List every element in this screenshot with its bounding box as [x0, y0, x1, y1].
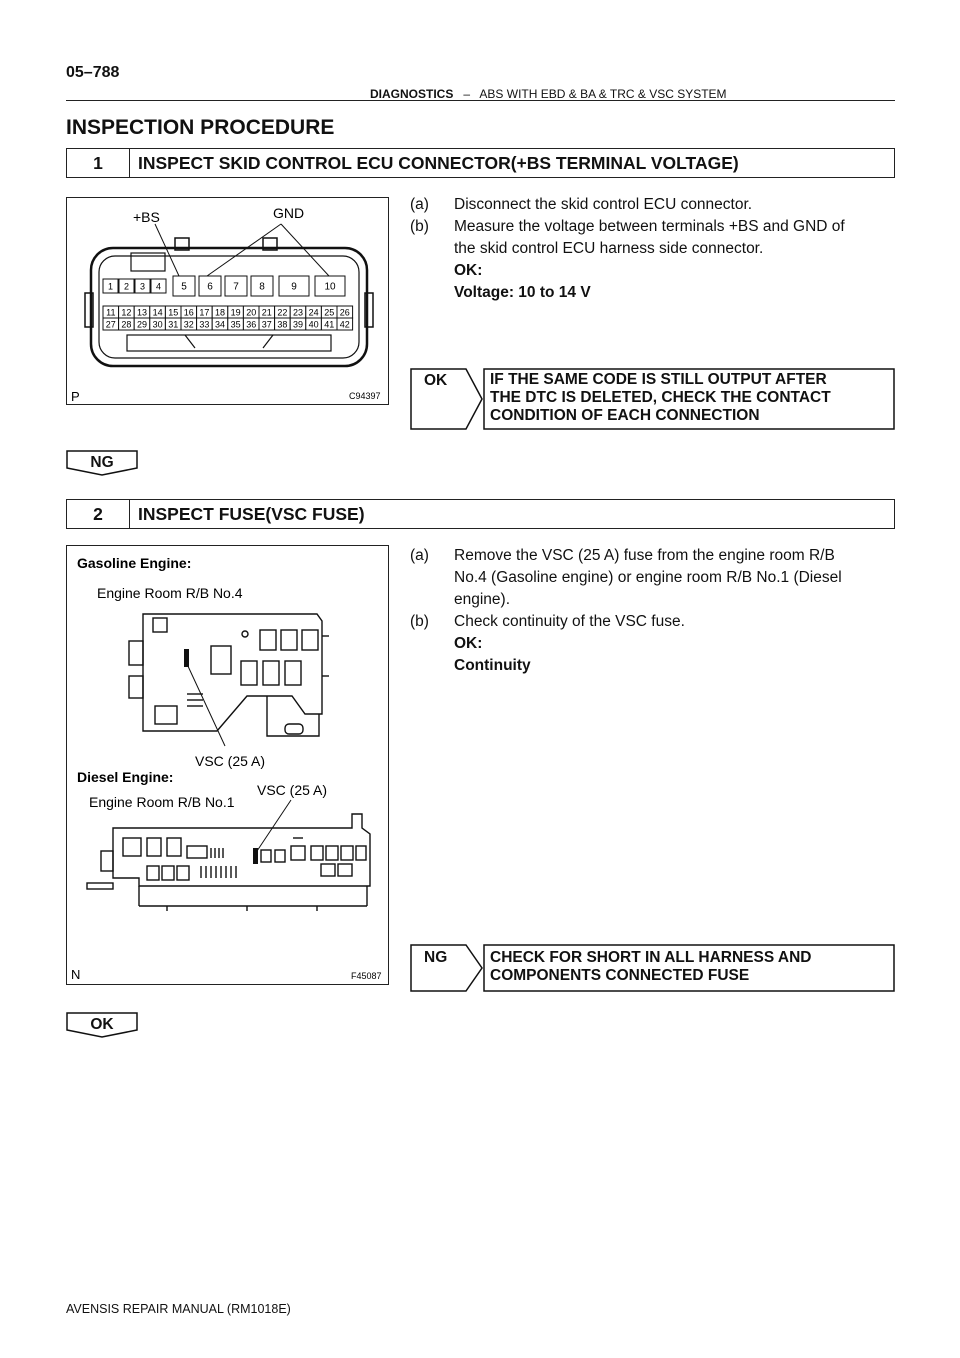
pin-17-label: 17	[199, 307, 210, 318]
step-1-header	[66, 148, 895, 178]
pin-26	[337, 306, 353, 318]
step-2-a-line2: No.4 (Gasoline engine) or engine room R/B No.1 (Diesel	[454, 569, 842, 586]
pin-10	[315, 276, 345, 296]
pin-8	[251, 276, 273, 296]
pin-42-label: 42	[339, 319, 350, 330]
pin-11-label: 11	[106, 307, 116, 318]
pin-28-label: 28	[121, 319, 132, 330]
pin-30-label: 30	[152, 319, 163, 330]
pin-19-label: 19	[230, 307, 241, 318]
pin-31-label: 31	[168, 319, 179, 330]
step-1-result	[410, 368, 895, 426]
ok-badge-label: OK	[90, 1016, 114, 1033]
pin-33	[197, 318, 213, 330]
step-1-b-label: (b)	[410, 218, 429, 235]
pin-39	[290, 318, 306, 330]
pin-7	[225, 276, 247, 296]
pin-1-label: 1	[107, 281, 114, 292]
pin-9-label: 9	[291, 281, 297, 293]
diesel-engine-label: Diesel Engine:	[77, 769, 174, 785]
step-1-number: 1	[67, 149, 130, 177]
pin-31	[165, 318, 181, 330]
pin-40	[306, 318, 322, 330]
pin-27	[103, 318, 119, 330]
label-bs: +BS	[133, 209, 160, 225]
step-1-ok-label: OK:	[454, 262, 483, 279]
pin-21-label: 21	[261, 307, 272, 318]
pin-8-label: 8	[259, 281, 265, 293]
pin-30	[150, 318, 166, 330]
pin-17	[197, 306, 213, 318]
figure-letter-p: P	[71, 389, 80, 404]
pin-20-label: 20	[246, 307, 257, 318]
gasoline-relay-box	[129, 614, 329, 736]
pin-38	[275, 318, 291, 330]
label-gnd: GND	[273, 205, 305, 221]
step-2-instructions	[410, 545, 842, 677]
step-1-result-label: OK	[424, 372, 448, 389]
header-subsection: ABS WITH EBD & BA & TRC & VSC SYSTEM	[479, 87, 727, 101]
pin-18	[212, 306, 228, 318]
pin-26-label: 26	[339, 307, 350, 318]
running-header	[370, 87, 727, 101]
pin-29	[134, 318, 150, 330]
pin-13-label: 13	[136, 307, 148, 318]
pin-3-label: 3	[139, 281, 146, 292]
step-2-a-label: (a)	[410, 547, 429, 564]
header-rule	[66, 100, 895, 101]
pin-38-label: 38	[277, 319, 288, 330]
step-2-result-text	[490, 949, 888, 985]
pin-18-label: 18	[214, 307, 226, 318]
pin-5-label: 5	[181, 281, 187, 293]
pin-24-label: 24	[308, 307, 319, 318]
pin-14-label: 14	[152, 307, 163, 318]
page-number: 05–788	[66, 64, 120, 81]
connector-pins	[103, 276, 353, 330]
figure-letter-n: N	[71, 967, 81, 982]
pin-19	[228, 306, 244, 318]
figure-code-f45087: F45087	[351, 971, 382, 981]
step-2-result-line2: COMPONENTS CONNECTED FUSE	[490, 967, 750, 984]
step-1-result-line3: CONDITION OF EACH CONNECTION	[490, 407, 760, 424]
pin-12	[119, 306, 135, 318]
pin-41-label: 41	[324, 319, 335, 330]
ng-badge-label: NG	[90, 454, 114, 471]
diesel-fuse-label: VSC (25 A)	[257, 782, 328, 798]
pin-13	[134, 306, 150, 318]
pin-36-label: 36	[246, 319, 257, 330]
gasoline-engine-label: Gasoline Engine:	[77, 555, 192, 571]
step-2-result	[410, 944, 895, 992]
step-2-header	[66, 499, 895, 529]
pin-32-label: 32	[183, 319, 194, 330]
pin-27-label: 27	[105, 319, 116, 330]
pin-28	[119, 318, 135, 330]
fuse-figure	[66, 545, 389, 985]
pin-2-label: 2	[123, 281, 130, 292]
diesel-rb-label: Engine Room R/B No.1	[89, 794, 235, 810]
pin-3	[135, 279, 150, 293]
step-2-result-label: NG	[424, 949, 448, 966]
pin-41	[321, 318, 337, 330]
diesel-mini-fuses	[201, 848, 236, 878]
pin-35	[228, 318, 244, 330]
step-2-b-label: (b)	[410, 613, 429, 630]
step-2-b-text: Check continuity of the VSC fuse.	[454, 613, 685, 630]
step-1-b-line1: Measure the voltage between terminals +BS and GND of	[454, 218, 845, 235]
fuse-diagram	[67, 546, 388, 984]
pin-33-label: 33	[199, 319, 210, 330]
gasoline-fuse-label: VSC (25 A)	[195, 753, 266, 769]
page-title: INSPECTION PROCEDURE	[66, 116, 335, 139]
step-1-b-line2: the skid control ECU harness side connector.	[454, 240, 764, 257]
step-2-a-line1: Remove the VSC (25 A) fuse from the engine room R/B	[454, 547, 835, 564]
pin-25-label: 25	[324, 307, 335, 318]
pin-34-label: 34	[214, 319, 226, 330]
step-1-a-label: (a)	[410, 196, 429, 213]
pin-16	[181, 306, 197, 318]
pin-11	[103, 306, 119, 318]
diesel-relay-box	[87, 814, 370, 911]
pin-22	[275, 306, 291, 318]
pin-10-label: 10	[324, 281, 336, 293]
step-2-number: 2	[67, 500, 130, 528]
pin-15	[165, 306, 181, 318]
step-1-result-text	[490, 371, 888, 425]
connector-figure	[66, 197, 389, 405]
pin-7-label: 7	[233, 281, 239, 293]
pin-23-label: 23	[292, 307, 304, 318]
pin-6	[199, 276, 221, 296]
pin-25	[321, 306, 337, 318]
pin-1	[103, 279, 118, 293]
pin-16-label: 16	[183, 307, 194, 318]
step-1-title: INSPECT SKID CONTROL ECU CONNECTOR(+BS TERMINAL VOLTAGE)	[138, 152, 739, 173]
pin-39-label: 39	[292, 319, 304, 330]
step-2-result-line1: CHECK FOR SHORT IN ALL HARNESS AND	[490, 949, 812, 966]
pin-9	[279, 276, 309, 296]
step-2-ok-value: Continuity	[454, 657, 531, 674]
pin-40-label: 40	[308, 319, 319, 330]
step-1-ok-value: Voltage: 10 to 14 V	[454, 284, 591, 301]
pin-22-label: 22	[277, 307, 288, 318]
step-1-result-line2: THE DTC IS DELETED, CHECK THE CONTACT	[490, 389, 831, 406]
header-section: DIAGNOSTICS	[370, 87, 454, 101]
pin-6-label: 6	[207, 281, 213, 293]
pin-35-label: 35	[230, 319, 241, 330]
step-2-ok-label: OK:	[454, 635, 483, 652]
footer: AVENSIS REPAIR MANUAL (RM1018E)	[66, 1302, 291, 1316]
pin-23	[290, 306, 306, 318]
pin-42	[337, 318, 353, 330]
pin-5	[173, 276, 195, 296]
pin-29-label: 29	[136, 319, 148, 330]
ok-badge	[66, 1012, 138, 1038]
step-2-a-line3: engine).	[454, 591, 511, 608]
figure-code-c94397: C94397	[349, 391, 381, 401]
gasoline-vsc-fuse	[184, 649, 189, 667]
pin-37	[259, 318, 275, 330]
connector-diagram	[67, 198, 388, 404]
pin-2	[119, 279, 134, 293]
header-separator: –	[463, 87, 471, 101]
pin-32	[181, 318, 197, 330]
pin-37-label: 37	[261, 319, 272, 330]
step-1-result-line1: IF THE SAME CODE IS STILL OUTPUT AFTER	[490, 371, 827, 388]
step-1-instructions	[410, 194, 845, 304]
pin-12-label: 12	[121, 307, 132, 318]
pin-4-label: 4	[155, 281, 162, 292]
pin-20	[243, 306, 259, 318]
pin-24	[306, 306, 322, 318]
step-1-a-text: Disconnect the skid control ECU connector.	[454, 196, 753, 213]
ng-badge	[66, 450, 138, 476]
step-2-title: INSPECT FUSE(VSC FUSE)	[138, 503, 365, 524]
pin-21	[259, 306, 275, 318]
pin-4	[151, 279, 166, 293]
gasoline-rb-label: Engine Room R/B No.4	[97, 585, 243, 601]
pin-34	[212, 318, 228, 330]
pin-36	[243, 318, 259, 330]
pin-15-label: 15	[168, 307, 179, 318]
pin-14	[150, 306, 166, 318]
